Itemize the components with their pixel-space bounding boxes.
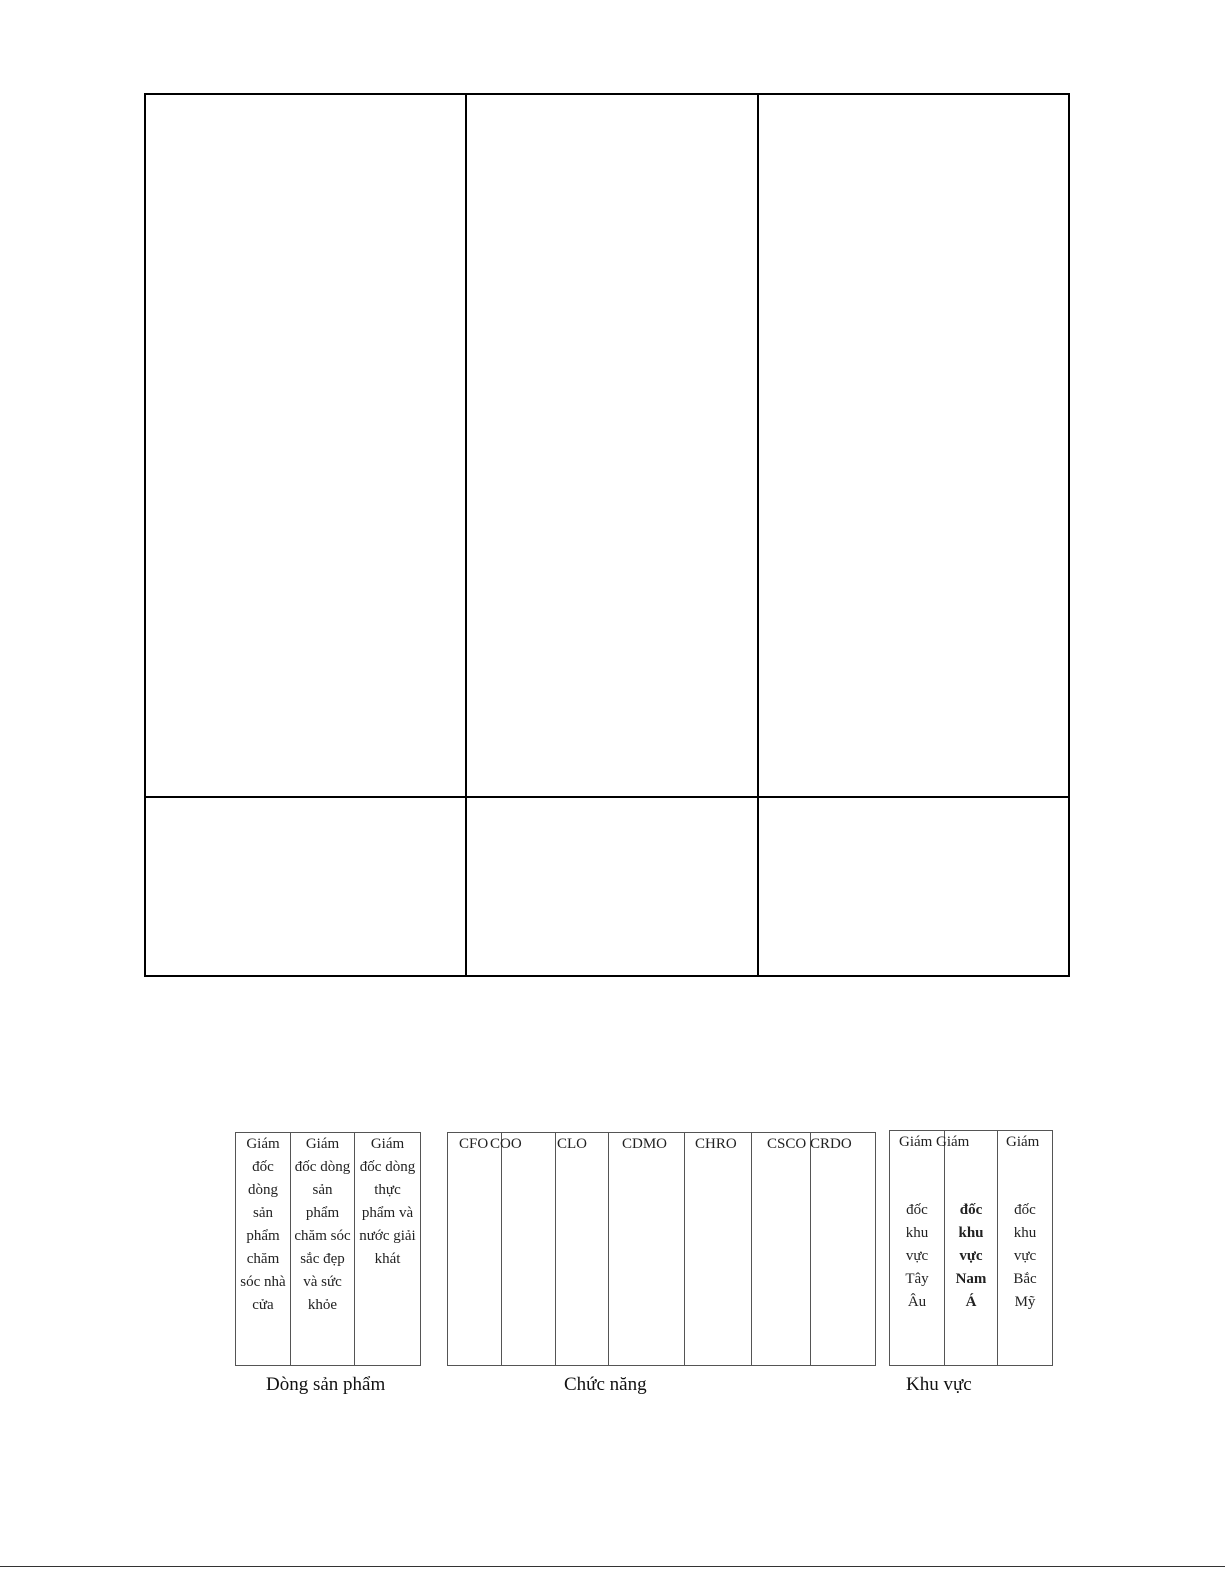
- region-header-south-asia: Giám: [936, 1134, 970, 1150]
- function-column-cdmo: CDMO: [622, 1136, 668, 1152]
- page-bottom-rule: [0, 1566, 1225, 1567]
- function-caption: Chức năng: [564, 1374, 647, 1395]
- table-col-divider-2: [757, 93, 759, 977]
- product-column-food-beverage: Giám đốc dòng thực phẩm và nước giải khát: [359, 1136, 416, 1267]
- function-column-csco: CSCO: [767, 1136, 807, 1152]
- function-divider-6: [810, 1132, 811, 1366]
- function-column-clo: CLO: [557, 1136, 587, 1152]
- function-divider-3: [608, 1132, 609, 1366]
- product-column-home-care: Giám đốc dòng sản phẩm chăm sóc nhà cửa: [240, 1136, 286, 1313]
- function-divider-1: [501, 1132, 502, 1366]
- product-line-caption: Dòng sản phẩm: [266, 1374, 386, 1395]
- function-divider-2: [555, 1132, 556, 1366]
- empty-table: [144, 93, 1070, 977]
- function-box: [447, 1132, 876, 1366]
- region-column-west-europe: đốc khu vực Tây Âu: [905, 1202, 929, 1310]
- function-column-cfo: CFO: [459, 1136, 489, 1152]
- region-header-west-europe: Giám: [899, 1134, 933, 1150]
- region-header-north-america: Giám: [1006, 1134, 1040, 1150]
- region-column-south-asia: đốc khu vực Nam Á: [955, 1202, 987, 1310]
- table-col-divider-1: [465, 93, 467, 977]
- function-column-crdo: CRDO: [810, 1136, 852, 1152]
- function-divider-5: [751, 1132, 752, 1366]
- function-divider-4: [684, 1132, 685, 1366]
- function-column-coo: COO: [490, 1136, 522, 1152]
- function-column-chro: CHRO: [695, 1136, 737, 1152]
- region-caption: Khu vực: [906, 1374, 972, 1395]
- product-column-beauty-health: Giám đốc dòng sản phẩm chăm sóc sắc đẹp và sức khỏe: [294, 1136, 351, 1313]
- region-column-north-america: đốc khu vực Bắc Mỹ: [1013, 1202, 1037, 1310]
- table-row-divider: [144, 796, 1070, 798]
